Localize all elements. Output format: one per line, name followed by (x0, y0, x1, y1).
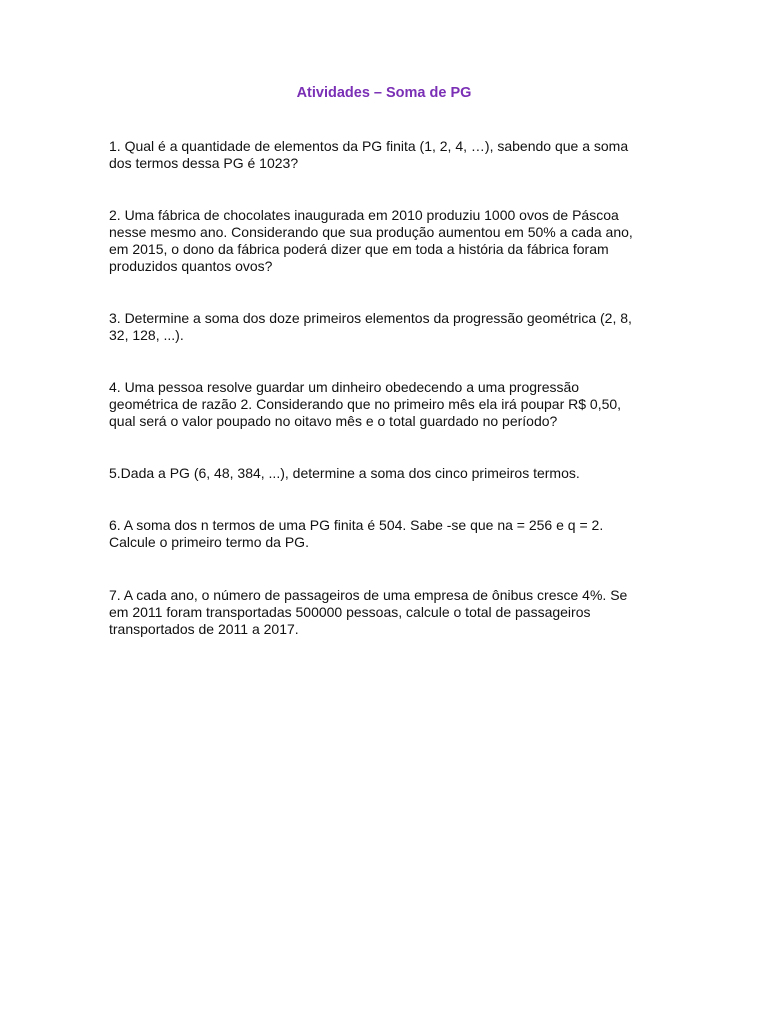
question-5 (109, 465, 654, 482)
question-7 (109, 587, 654, 638)
question-7-line-3: transportados de 2011 a 2017. (109, 621, 299, 637)
question-1-line-2: dos termos dessa PG é 1023? (109, 155, 299, 171)
question-4-line-1: 4. Uma pessoa resolve guardar um dinheiro obedecendo a uma progressão (109, 379, 580, 395)
question-2-line-2: nesse mesmo ano. Considerando que sua produção aumentou em 50% a cada ano, (109, 224, 633, 240)
question-4 (109, 379, 654, 430)
question-3-line-2: 32, 128, ...). (109, 327, 184, 343)
question-4-line-3: qual será o valor poupado no oitavo mês e o total guardado no período? (109, 413, 558, 429)
question-2-line-4: produzidos quantos ovos? (109, 258, 273, 274)
question-3-line-1: 3. Determine a soma dos doze primeiros elementos da progressão geométrica (2, 8, (109, 310, 632, 326)
question-6-line-2: Calcule o primeiro termo da PG. (109, 534, 309, 550)
question-1-line-1: 1. Qual é a quantidade de elementos da PG finita (1, 2, 4, …), sabendo que a soma (109, 138, 629, 154)
question-4-line-2: geométrica de razão 2. Considerando que no primeiro mês ela irá poupar R$ 0,50, (109, 396, 622, 412)
question-5-line-1: 5.Dada a PG (6, 48, 384, ...), determine a soma dos cinco primeiros termos. (109, 465, 580, 481)
question-6 (109, 517, 654, 551)
question-6-line-1: 6. A soma dos n termos de uma PG finita é 504. Sabe -se que na = 256 e q = 2. (109, 517, 604, 533)
question-2-line-1: 2. Uma fábrica de chocolates inaugurada em 2010 produziu 1000 ovos de Páscoa (109, 207, 619, 223)
question-2-line-3: em 2015, o dono da fábrica poderá dizer que em toda a história da fábrica foram (109, 241, 609, 257)
question-3 (109, 310, 654, 344)
question-2 (109, 207, 654, 275)
question-1 (109, 138, 654, 172)
question-7-line-2: em 2011 foram transportadas 500000 pessoas, calcule o total de passageiros (109, 604, 591, 620)
question-7-line-1: 7. A cada ano, o número de passageiros de uma empresa de ônibus cresce 4%. Se (109, 587, 628, 603)
page-title: Atividades – Soma de PG (296, 85, 472, 101)
